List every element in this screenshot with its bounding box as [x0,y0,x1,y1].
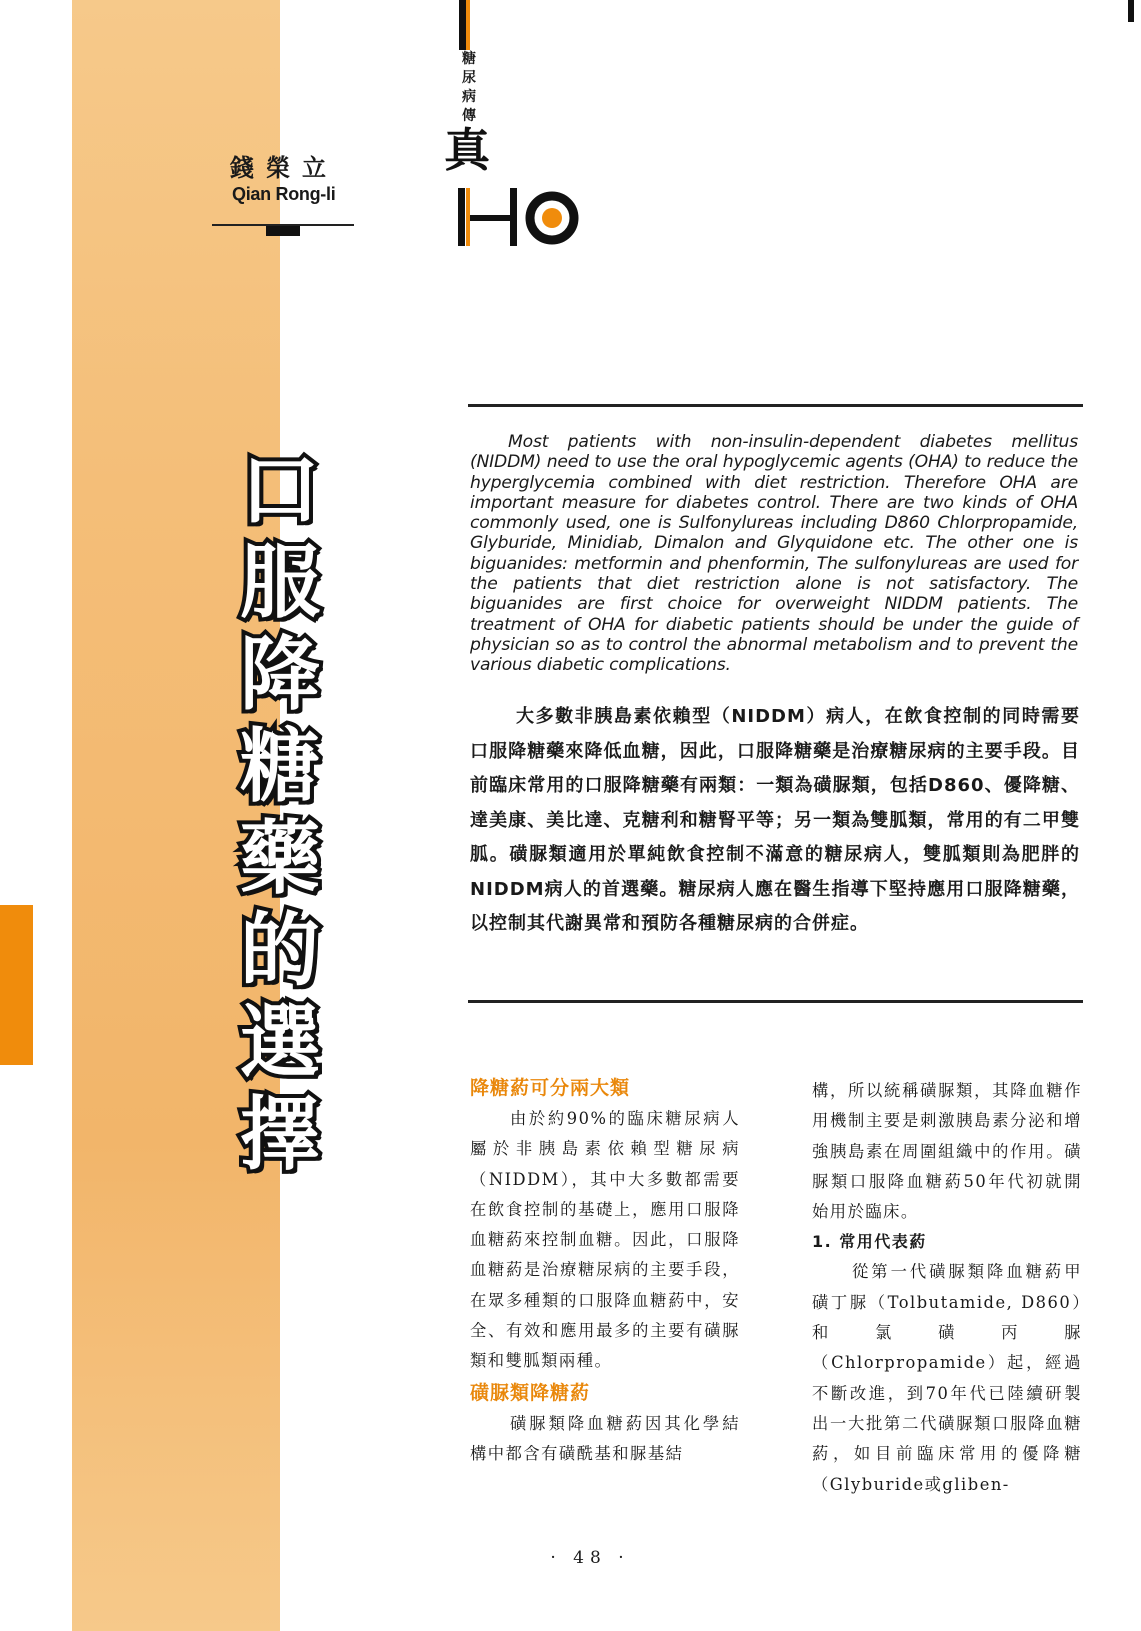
corner-mark [1128,0,1134,22]
english-abstract: Most patients with non-insulin-dependent diabetes mellitus (NIDDM) need to use the oral hypoglycemic agents (OHA) to reduce the hyperglycemia combined with diet restriction. Therefore OHA are important measure for diabetes control. There are two kinds of OHA commonly used, one is Sulfonylureas including D860 Chlorpropamide, Glyburide, Minidiab, Dimalon and Glyquidone etc. The other one is biguanides: metformin and phenformin, The sulfonylureas are used for the patients that diet restriction alone is not satisfactory. The biguanides are first choice for overweight NIDDM patients. The treatment of OHA for diabetic patients should be under the guide of physician so as to control the abnormal metabolism and to prevent the various diabetic complications. [470,432,1078,676]
article-title [232,445,328,1181]
logo-h-left-accent [466,188,470,246]
title-char: 降 [240,628,320,721]
author-rule-block [266,226,300,236]
chinese-abstract: 大多數非胰島素依賴型（NIDDM）病人，在飲食控制的同時需要口服降糖藥來降低血糖，因此，口服降糖藥是治療糖尿病的主要手段。目前臨床常用的口服降糖藥有兩類：一類為磺脲類，包括D860、優降糖、達美康、美比達、克糖利和糖腎平等；另一類為雙胍類，常用的有二甲雙胍。磺脲類適用於單純飲食控制不滿意的糖尿病人，雙胍類則為肥胖的NIDDM病人的首選藥。糖尿病人應在醫生指導下堅持應用口服降糖藥，以控制其代謝異常和預防各種糖尿病的合併症。 [470,706,1080,934]
title-char: 的 [240,904,320,997]
logo-h-left [458,188,465,246]
column-name-char: 尿 [462,70,476,86]
column-logo [440,118,590,258]
column-name-char: 傳 [462,108,476,124]
body-paragraph: 由於約90%的臨床糖尿病人屬於非胰島素依賴型糖尿病（NIDDM），其中大多數都需要在飲食控制的基礎上，應用口服降血糖葯來控制血糖。因此，口服降血糖葯是治療糖尿病的主要手段，在眾多種類的口服降血糖葯中，安全、有效和應用最多的主要有磺脲類和雙胍類兩種。 [470,1109,740,1371]
column-name-char: 糖 [462,51,476,67]
column-bar-accent [466,0,470,50]
logo-h-right [510,188,517,246]
body-column-right [812,1076,1082,1500]
abstract-bottom-rule [468,1000,1083,1003]
body-paragraph: 磺脲類降血糖葯因其化學結構中都含有磺酰基和脲基結 [470,1413,740,1463]
author-name-english: Qian Rong-li [232,184,336,204]
subsection-heading: 1. 常用代表葯 [812,1232,927,1252]
title-char: 服 [240,536,320,629]
column-logo-char: 真 [444,123,490,177]
title-char: 選 [240,996,320,1089]
body-paragraph: 從第一代磺脲類降血糖葯甲磺丁脲（Tolbutamide, D860）和氯磺丙脲（Chlorpropamide）起，經過不斷改進，到70年代已陸續研製出一大批第二代磺脲類口服降血糖葯，如目前臨床常用的優降糖（Glyburide或gliben- [812,1262,1082,1494]
section-heading: 磺脲類降糖葯 [470,1381,591,1404]
title-char: 口 [240,444,320,537]
author-name-chinese: 錢榮立 [230,154,338,182]
title-char: 擇 [240,1088,320,1181]
section-heading: 降糖葯可分兩大類 [470,1077,631,1099]
abstract-top-rule [468,404,1083,407]
title-char: 糖 [240,720,320,813]
column-bar [459,0,466,50]
orange-edge-tab [0,905,33,1065]
title-char: 藥 [240,812,320,905]
logo-ring-center [542,208,562,228]
body-column-left [470,1072,740,1469]
logo-h-bar [470,215,510,221]
page-number: · 48 · [550,1548,630,1568]
body-paragraph: 構，所以統稱磺脲類，其降血糖作用機制主要是刺激胰島素分泌和增強胰島素在周圍組織中的作用。磺脲類口服降血糖葯50年代初就開始用於臨床。 [812,1081,1082,1222]
column-name [458,50,480,126]
column-name-char: 病 [462,89,476,105]
